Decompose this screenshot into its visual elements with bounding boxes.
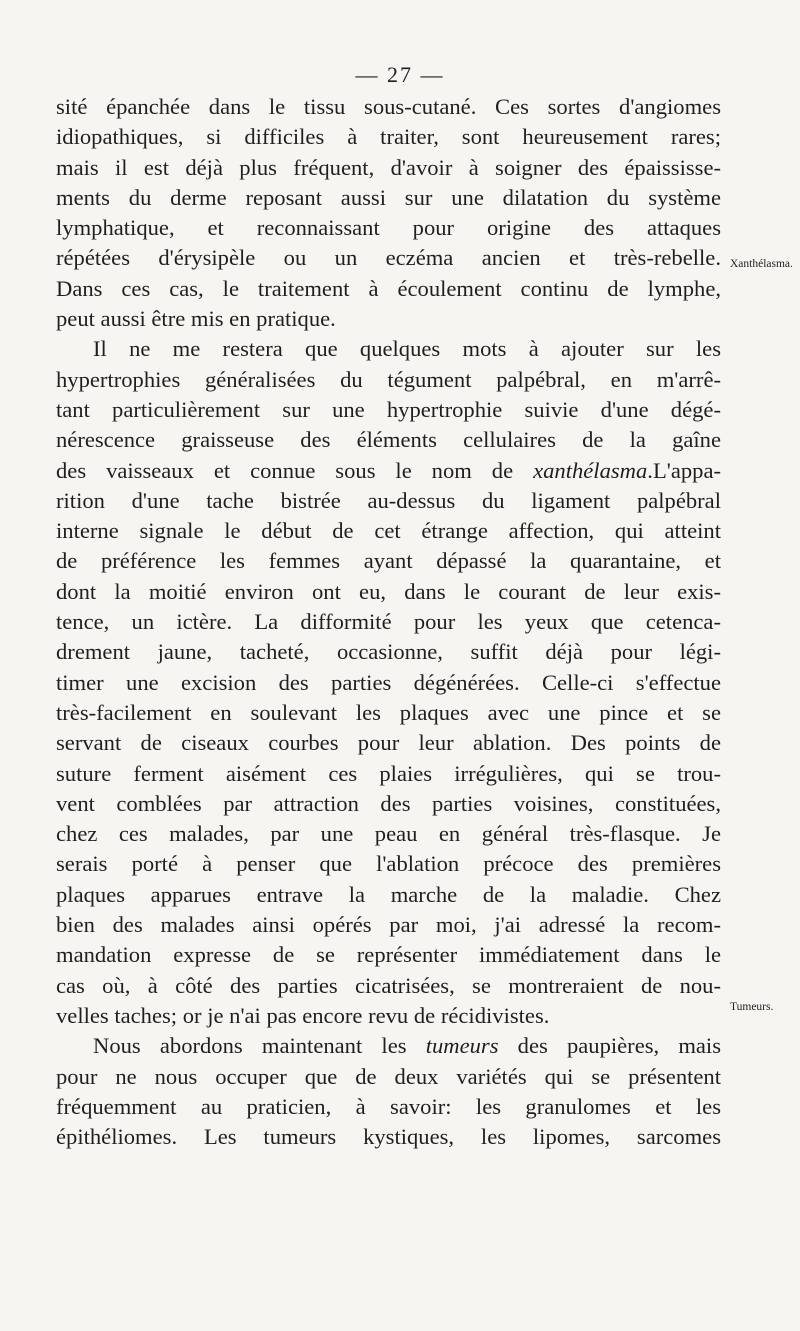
text-line xyxy=(56,546,721,576)
text-line xyxy=(56,910,721,940)
text-run: .L'appa- xyxy=(647,457,721,483)
text-run: timer une excision des parties dégénérées. Celle-ci s'effectue xyxy=(56,669,721,695)
text-run: des vaisseaux et connue sous le nom de xyxy=(56,457,534,483)
italic-term: xanthélasma xyxy=(533,457,648,483)
text-line xyxy=(56,274,721,304)
text-run: nérescence graisseuse des éléments cellulaires de la gaîne xyxy=(56,427,721,453)
text-line xyxy=(56,1092,721,1122)
text-line xyxy=(56,849,721,879)
text-run: idiopathiques, si difficiles à traiter, sont heureusement rares; xyxy=(56,124,721,150)
text-run: serais porté à penser que l'ablation précoce des premières xyxy=(56,851,721,877)
text-line xyxy=(56,1031,721,1061)
text-line xyxy=(56,668,721,698)
text-line xyxy=(56,456,721,486)
text-run: cas où, à côté des parties cicatrisées, se montreraient de nou- xyxy=(56,972,721,998)
page-number: — 27 — xyxy=(355,62,445,87)
text-run: tence, un ictère. La difformité pour les yeux que cetenca- xyxy=(56,609,721,635)
text-run: de préférence les femmes ayant dépassé la quarantaine, et xyxy=(56,548,721,574)
text-line xyxy=(56,637,721,667)
margin-note-tumeurs: Tumeurs. xyxy=(730,1001,774,1013)
text-line xyxy=(56,698,721,728)
text-line xyxy=(56,516,721,546)
text-run: Il ne me restera que quelques mots à ajouter sur les xyxy=(93,336,721,362)
text-line xyxy=(56,819,721,849)
text-run: rition d'une tache bistrée au-dessus du ligament palpébral xyxy=(56,487,721,513)
body-text xyxy=(56,92,721,1152)
text-line xyxy=(56,940,721,970)
text-run: répétées d'érysipèle ou un eczéma ancien et très-rebelle. xyxy=(56,245,721,271)
text-run: des paupières, mais xyxy=(498,1033,722,1059)
text-line xyxy=(56,243,721,273)
text-run: vent comblées par attraction des parties voisines, constituées, xyxy=(56,790,721,816)
text-line xyxy=(56,304,721,334)
text-line xyxy=(56,759,721,789)
text-run: Dans ces cas, le traitement à écoulement continu de lymphe, xyxy=(56,275,721,301)
text-run: mais il est déjà plus fréquent, d'avoir à soigner des épaississe- xyxy=(56,154,721,180)
text-line xyxy=(56,1001,721,1031)
text-line xyxy=(56,1062,721,1092)
text-line xyxy=(56,971,721,1001)
text-line xyxy=(56,607,721,637)
text-line xyxy=(56,122,721,152)
text-run: épithéliomes. Les tumeurs kystiques, les lipomes, sarcomes xyxy=(56,1124,721,1150)
text-run: peut aussi être mis en pratique. xyxy=(56,306,336,332)
text-run: chez ces malades, par une peau en général très-flasque. Je xyxy=(56,821,721,847)
text-line xyxy=(56,486,721,516)
text-run: sité épanchée dans le tissu sous-cutané. Ces sortes d'angiomes xyxy=(56,94,721,119)
italic-term: tumeurs xyxy=(425,1033,499,1059)
text-run: très-facilement en soulevant les plaques avec une pince et se xyxy=(56,699,721,725)
text-run: velles taches; or je n'ai pas encore revu de récidivistes. xyxy=(56,1002,550,1028)
text-line xyxy=(56,395,721,425)
text-run: servant de ciseaux courbes pour leur ablation. Des points de xyxy=(56,730,721,756)
text-run: lymphatique, et reconnaissant pour origine des attaques xyxy=(56,215,721,241)
text-run: mandation expresse de se représenter immédiatement dans le xyxy=(56,942,721,968)
text-run: plaques apparues entrave la marche de la maladie. Chez xyxy=(56,881,721,907)
text-line xyxy=(56,183,721,213)
text-run: Nous abordons maintenant les xyxy=(93,1033,426,1059)
text-run: interne signale le début de cet étrange affection, qui atteint xyxy=(56,518,721,544)
text-run: hypertrophies généralisées du tégument palpébral, en m'arrê- xyxy=(56,366,721,392)
text-line xyxy=(56,789,721,819)
text-line xyxy=(56,425,721,455)
text-line xyxy=(56,880,721,910)
text-line xyxy=(56,1122,721,1152)
text-run: suture ferment aisément ces plaies irrégulières, qui se trou- xyxy=(56,760,721,786)
text-line xyxy=(56,213,721,243)
text-run: dont la moitié environ ont eu, dans le courant de leur exis- xyxy=(56,578,721,604)
text-run: drement jaune, tacheté, occasionne, suffit déjà pour légi- xyxy=(56,639,721,665)
text-line xyxy=(56,728,721,758)
text-line xyxy=(56,577,721,607)
margin-note-xanthelasma: Xanthélasma. xyxy=(730,258,793,270)
text-run: fréquemment au praticien, à savoir: les granulomes et les xyxy=(56,1093,721,1119)
text-line xyxy=(56,153,721,183)
text-line xyxy=(56,365,721,395)
text-run: pour ne nous occuper que de deux variétés qui se présentent xyxy=(56,1063,721,1089)
text-run: ments du derme reposant aussi sur une dilatation du système xyxy=(56,184,721,210)
text-line xyxy=(56,334,721,364)
text-run: bien des malades ainsi opérés par moi, j'ai adressé la recom- xyxy=(56,912,721,938)
text-line xyxy=(56,92,721,122)
text-run: tant particulièrement sur une hypertrophie suivie d'une dégé- xyxy=(56,396,721,422)
